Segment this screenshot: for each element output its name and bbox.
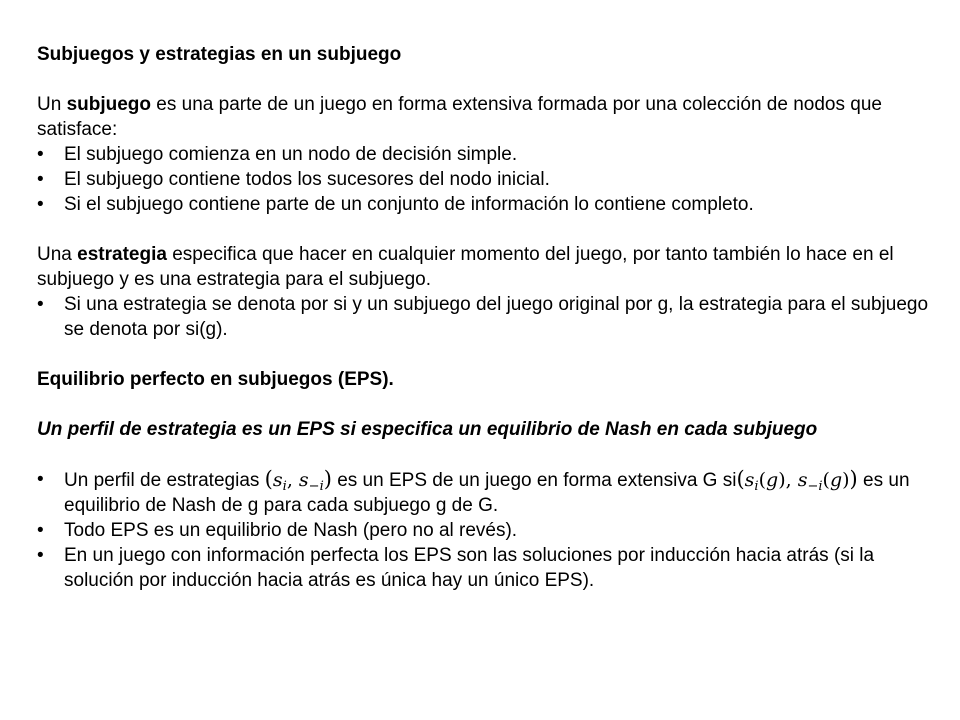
estrategia-notes-list [37,292,937,342]
bullet-icon: • [37,144,44,165]
bullet-icon: • [37,520,44,541]
term-estrategia: estrategia [77,244,167,265]
list-item: • Si una estrategia se denota por si y un subjuego del juego original por g, la estrategia para el subjuego se denota por si(g). [37,294,929,340]
para2-after: especifica que hacer en cualquier momento del juego, por tanto también lo hace en el subjuego y es una estrategia para el subjuego. [37,244,894,290]
list-item: • Todo EPS es un equilibrio de Nash (pero no al revés). [37,520,518,541]
list-item: • El subjuego comienza en un nodo de decisión simple. [37,144,518,165]
bullet-icon: • [37,169,44,190]
bullet-icon: • [37,545,44,566]
list-item: • Si el subjuego contiene parte de un conjunto de información lo contiene completo. [37,194,754,215]
para1-after: es una parte de un juego en forma extensiva formada por una colección de nodos que satisface: [37,94,882,140]
section-title: Subjuegos y estrategias en un subjuego [37,44,402,65]
eps-heading: Equilibrio perfecto en subjuegos (EPS). [37,369,394,390]
estrategia-definition [37,242,937,292]
term-subjuego: subjuego [66,94,152,115]
para2-before: Una [37,244,78,265]
subjuego-conditions-list [37,142,937,217]
bullet-icon: • [37,469,44,490]
eps-definition: Un perfil de estrategia es un EPS si especifica un equilibrio de Nash en cada subjuego [37,419,818,440]
slide-content [37,42,937,593]
list-item: • Un perfil de estrategias ($s_i$, $s_{-i}$) es un EPS de un juego en forma extensiva G $si(s_i(g)$, $s_{-i}(g)$) es un equilibrio de Nash de g para cada subjuego g de G. [37,467,910,516]
eps-properties-list [37,467,937,593]
bullet-icon: • [37,194,44,215]
bullet-icon: • [37,294,44,315]
subgame-profile-formula: ($s_i(g)$, $s_{-i}(g)$) [736,467,858,494]
subjuego-definition [37,92,937,142]
list-item: • En un juego con información perfecta los EPS son las soluciones por inducción hacia atrás (si la solución por inducción hacia atrás es única hay un único EPS). [37,545,875,591]
para1-before: Un [37,94,67,115]
profile-formula: ($s_i$, $s_{-i}$) [264,467,332,494]
list-item: • El subjuego contiene todos los sucesores del nodo inicial. [37,169,550,190]
